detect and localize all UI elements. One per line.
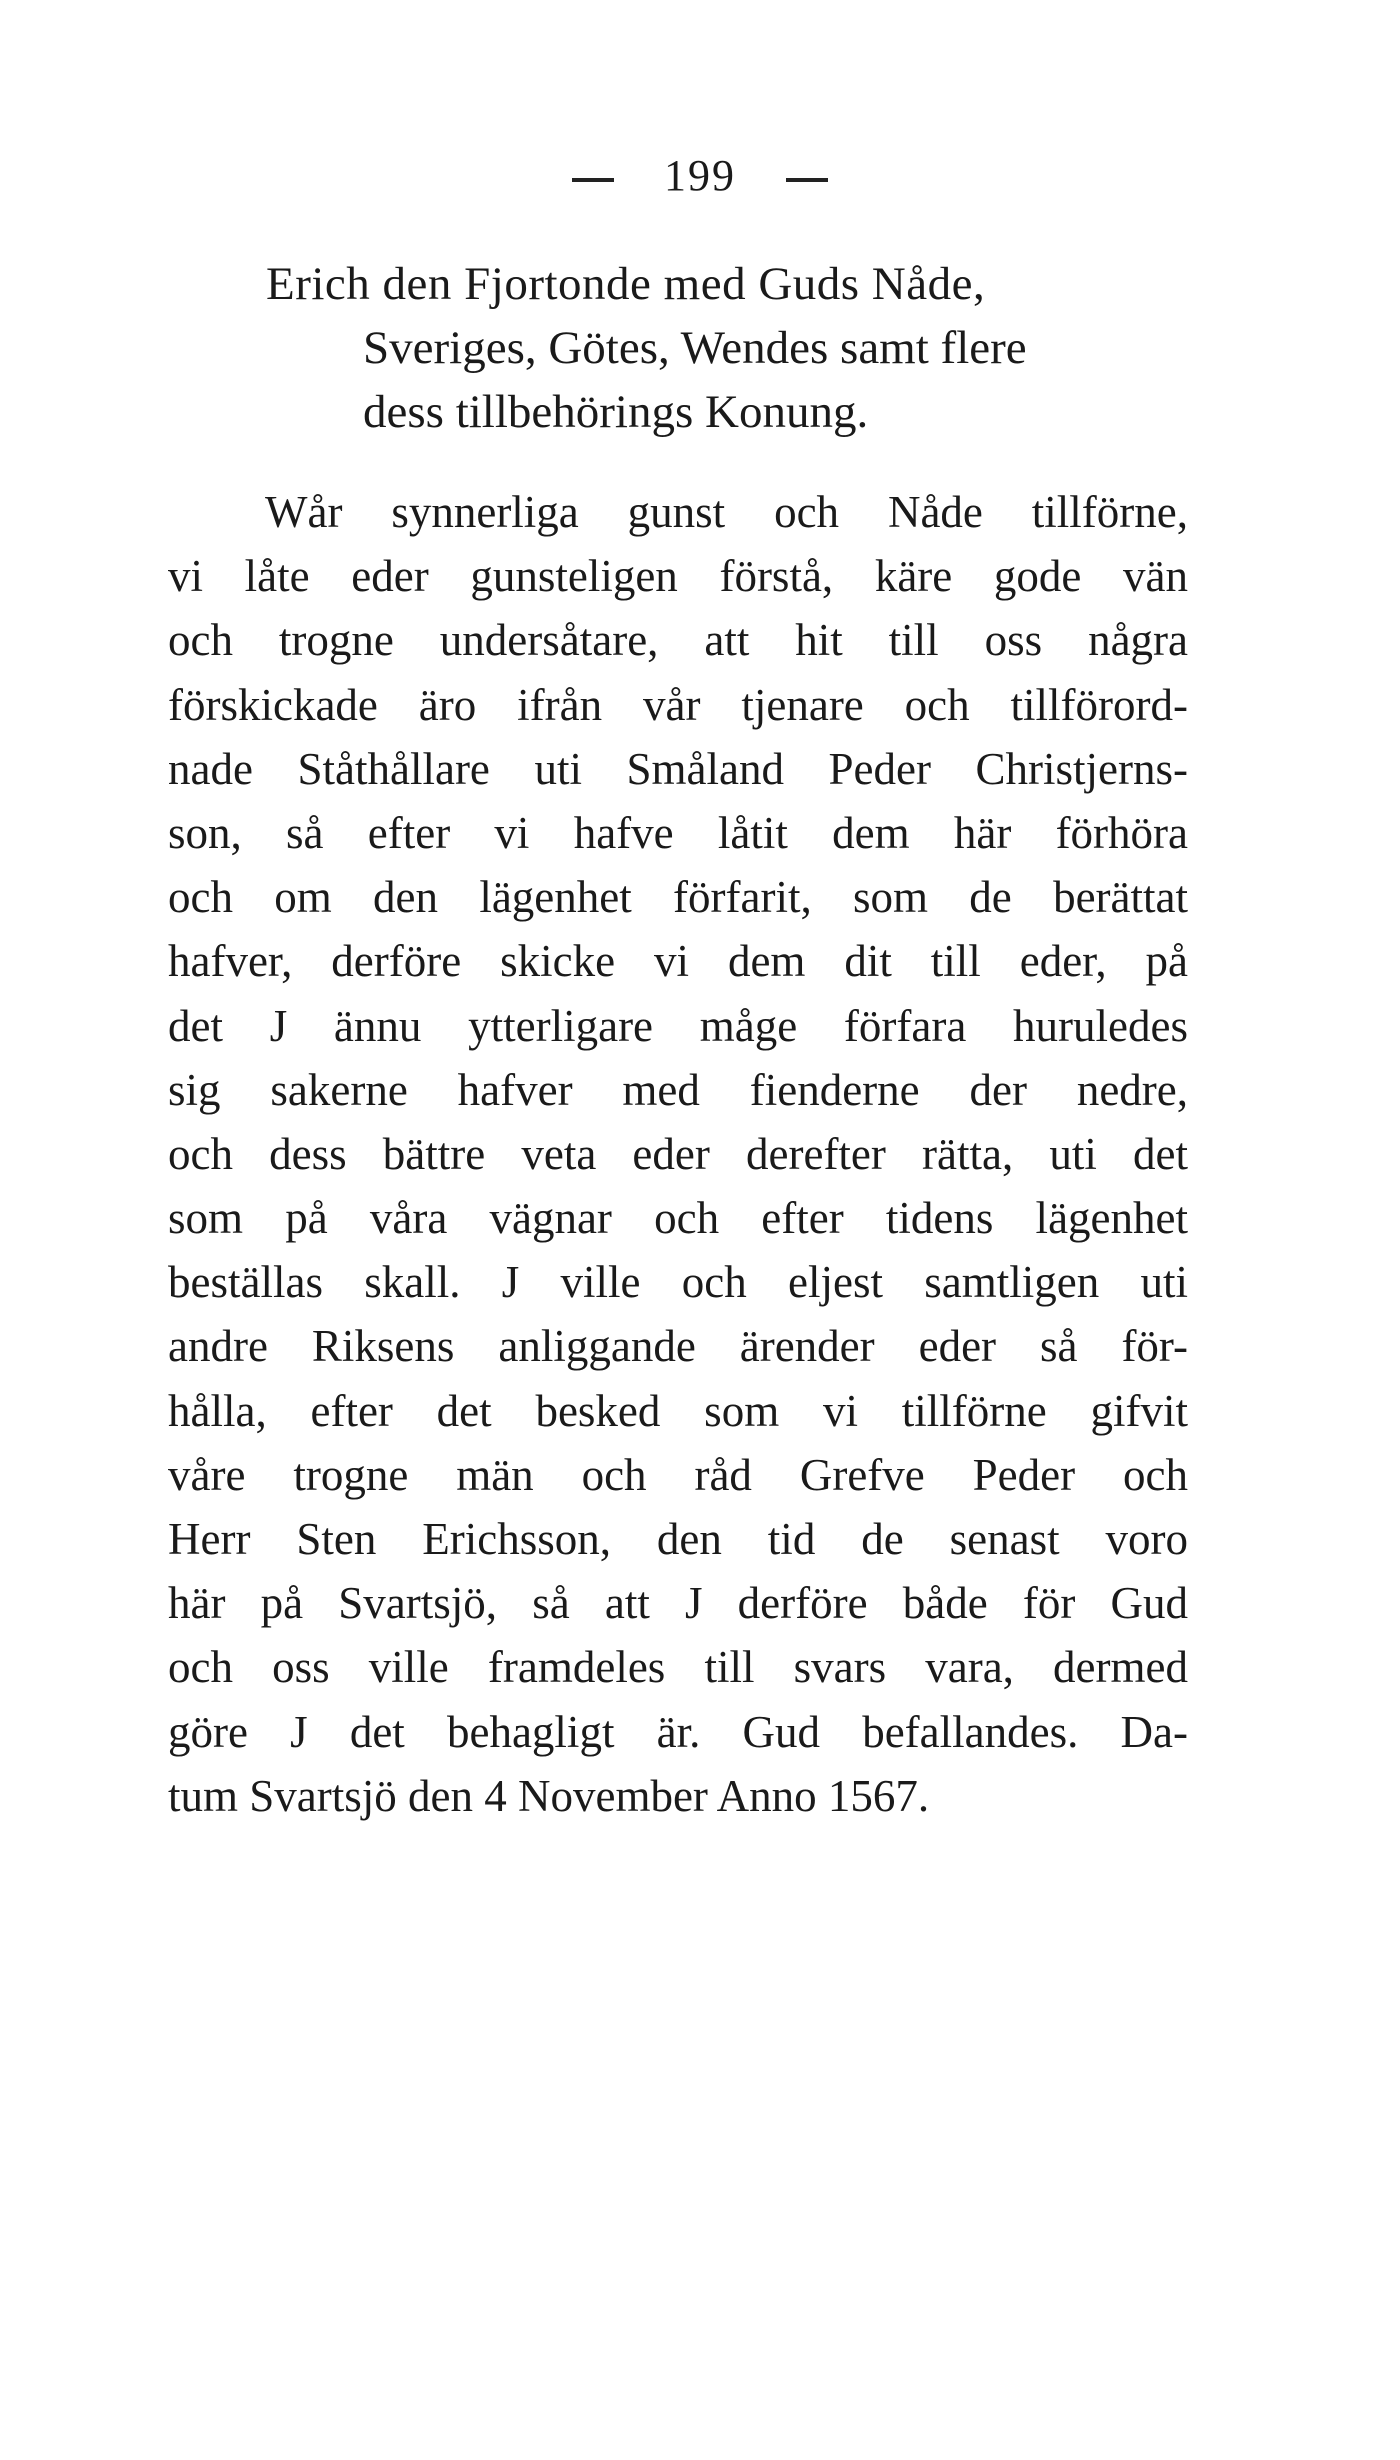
body-line: nade Ståthållare uti Småland Peder Christjerns- bbox=[168, 743, 1188, 794]
heading-line-3: dess tillbehörings Konung. bbox=[363, 386, 869, 438]
heading-line-1: Erich den Fjortonde med Guds Nåde, bbox=[266, 258, 986, 310]
body-line: hålla, efter det besked som vi tillförne gifvit bbox=[168, 1385, 1188, 1436]
page-number-header bbox=[0, 150, 1400, 201]
body-line: son, så efter vi hafve låtit dem här förhöra bbox=[168, 807, 1188, 858]
body-line: göre J det behagligt är. Gud befallandes. Da- bbox=[168, 1706, 1188, 1757]
body-line: som på våra vägnar och efter tidens lägenhet bbox=[168, 1193, 1188, 1244]
letter-heading bbox=[266, 252, 1027, 444]
body-line: hafver, derföre skicke vi dem dit till eder, på bbox=[168, 936, 1188, 987]
body-line: förskickade äro ifrån vår tjenare och tillförord- bbox=[168, 679, 1188, 730]
body-line: andre Riksens anliggande ärender eder så för- bbox=[168, 1321, 1188, 1372]
letter-body bbox=[168, 480, 1188, 1828]
heading-line-2: Sveriges, Götes, Wendes samt flere bbox=[363, 322, 1027, 374]
page-number: 199 bbox=[664, 151, 736, 200]
body-line: här på Svartsjö, så att J derföre både för Gud bbox=[168, 1578, 1188, 1629]
body-line: Wår synnerliga gunst och Nåde tillförne, bbox=[265, 487, 1188, 537]
body-line: sig sakerne hafver med fienderne der nedre, bbox=[168, 1064, 1188, 1115]
body-line: vi låte eder gunsteligen förstå, käre gode vän bbox=[168, 551, 1188, 602]
body-line: det J ännu ytterligare måge förfara huruledes bbox=[168, 1000, 1188, 1051]
right-dash-ornament bbox=[786, 178, 828, 182]
body-line: Herr Sten Erichsson, den tid de senast voro bbox=[168, 1514, 1188, 1564]
body-line: och trogne undersåtare, att hit till oss några bbox=[168, 615, 1188, 666]
left-dash-ornament bbox=[572, 178, 614, 182]
body-line: och om den lägenhet förfarit, som de berättat bbox=[168, 872, 1188, 923]
body-line: och dess bättre veta eder derefter rätta, uti det bbox=[168, 1128, 1188, 1179]
body-line: och oss ville framdeles till svars vara, dermed bbox=[168, 1642, 1188, 1693]
body-line: beställas skall. J ville och eljest samtligen uti bbox=[168, 1257, 1188, 1308]
body-line: våre trogne män och råd Grefve Peder och bbox=[168, 1449, 1188, 1500]
body-line: tum Svartsjö den 4 November Anno 1567. bbox=[168, 1770, 930, 1821]
